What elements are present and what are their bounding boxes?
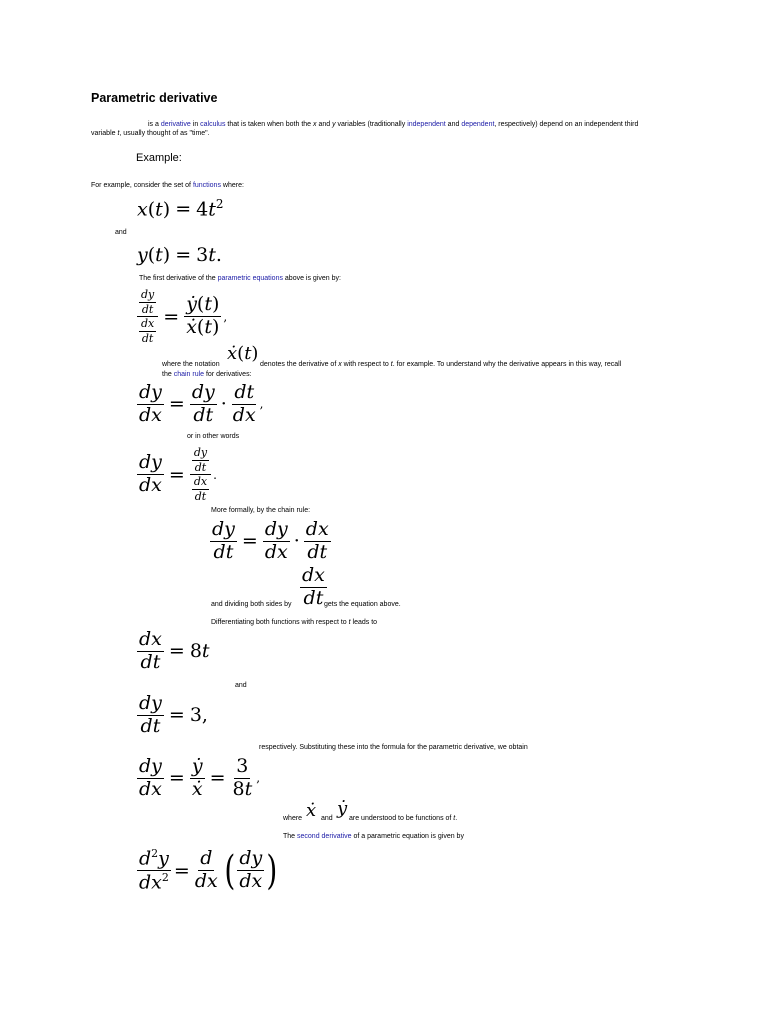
where-text: where <box>283 815 303 822</box>
first-derivative-text <box>139 274 341 283</box>
text: The <box>283 833 298 840</box>
text: . <box>455 815 458 822</box>
intro-text: , usually thought of as "time". <box>119 130 210 137</box>
ydot-symbol: ẏ <box>337 798 348 819</box>
formally-text: More formally, by the chain rule: <box>211 507 311 514</box>
intro-text: is a <box>148 121 161 128</box>
notation-line-2 <box>162 370 252 379</box>
var-t: t <box>348 619 351 626</box>
equation-x-of-t: $x(t) = 4t^2$ <box>137 197 224 221</box>
text: leads to <box>350 619 378 626</box>
differentiating-text <box>211 618 377 627</box>
var-y: y <box>332 121 336 128</box>
notation-line-1-cont <box>260 360 621 369</box>
other-words-text: or in other words <box>187 433 240 440</box>
text: Differentiating both functions with respect to <box>211 619 349 626</box>
understood-text <box>349 814 457 823</box>
equation-parametric-derivative: $\frac{\frac{dy}{dt}}{\frac{dx}{dt}}$ = $\frac{\text{ẏ(t)}}{\text{ẋ(t)}}$ , <box>137 289 227 344</box>
derivative-link[interactable]: derivative <box>160 121 191 128</box>
equation-rewritten: $\frac{dy}{dx}$ = $\frac{\frac{dy}{dt}}{\frac{dx}{dt}}$ . <box>139 446 217 503</box>
intro-text: variable <box>91 130 118 137</box>
for-example-text <box>91 181 244 190</box>
parametric-equations-link[interactable]: parametric equations <box>217 275 283 282</box>
intro-text: that is taken when both the <box>225 121 314 128</box>
text: where the notation <box>162 361 220 368</box>
intro-text: variables (traditionally <box>335 121 408 128</box>
equation-second-derivative: $\frac{d^2y}{dx^2}$ = $\frac{d}{dx}$ ( $\frac{dy}{dx}$ ) <box>139 847 278 894</box>
equation-formal-chain: $\frac{dy}{dt}$ = $\frac{dy}{dx}$ · $\frac{dx}{dt}$ <box>212 518 329 563</box>
text: denotes the derivative of <box>260 361 339 368</box>
text: the <box>162 371 174 378</box>
second-derivative-link[interactable]: second derivative <box>297 833 352 840</box>
intro-text: , respectively) depend on an independent third <box>494 121 639 128</box>
xdot-notation: ẋ(t) <box>227 343 259 364</box>
text: where: <box>220 182 244 189</box>
intro-text: and <box>445 121 462 128</box>
var-x: x <box>338 361 342 368</box>
xdot-symbol: ẋ <box>306 800 317 821</box>
var-t: t <box>390 361 393 368</box>
dividing-text-cont: gets the equation above. <box>324 601 401 608</box>
intro-line-1 <box>148 120 708 129</box>
equation-dy-dt: $\frac{dy}{dt}$ = 3, <box>139 692 208 737</box>
independent-link[interactable]: independent <box>407 121 446 128</box>
respectively-text: respectively. Substituting these into the formula for the parametric derivative, we obtain <box>259 744 528 751</box>
text: For example, consider the set of <box>91 182 193 189</box>
example-heading: Example: <box>136 152 182 164</box>
and-text: and <box>321 815 333 822</box>
var-t: t <box>117 130 120 137</box>
and-label: and <box>115 229 127 236</box>
intro-text: in <box>190 121 201 128</box>
dividing-text: and dividing both sides by <box>211 601 292 608</box>
compound-fraction: $\frac{\frac{dy}{dt}}{\frac{dx}{dt}}$ <box>137 289 158 344</box>
equation-dx-dt: $\frac{dx}{dt}$ = 8 t <box>139 628 210 673</box>
text: of a parametric equation is given by <box>351 833 464 840</box>
intro-text: and <box>316 121 333 128</box>
dependent-link[interactable]: dependent <box>461 121 495 128</box>
equation-y-of-t: y(t) = 3t. <box>137 244 222 266</box>
text: . for example. To understand why the derivative appears in this way, recall <box>392 361 622 368</box>
text: for derivatives: <box>204 371 252 378</box>
page-title: Parametric derivative <box>91 91 218 105</box>
text: are understood to be functions of <box>349 815 454 822</box>
equation-result: $\frac{dy}{dx}$ = $\frac{\text{ẏ}}{\text{ẋ}}$ = $\frac{3}{8t}$ , <box>139 755 261 800</box>
second-derivative-text <box>283 832 464 841</box>
chain-rule-link[interactable]: chain rule <box>173 371 205 378</box>
text: The first derivative of the <box>139 275 218 282</box>
text: with respect to <box>341 361 391 368</box>
functions-link[interactable]: functions <box>192 182 221 189</box>
dx-dt-fraction: $\frac{dx}{dt}$ <box>302 564 325 609</box>
intro-line-2 <box>91 129 210 138</box>
var-x: x <box>313 121 317 128</box>
notation-line-1 <box>162 360 220 369</box>
calculus-link[interactable]: calculus <box>200 121 226 128</box>
equation-chain-rule: $\frac{dy}{dx}$ = $\frac{dy}{dt}$ · $\frac{dt}{dx}$ , <box>139 381 264 426</box>
and-label: and <box>235 682 247 689</box>
var-t: t <box>453 815 456 822</box>
text: above is given by: <box>282 275 341 282</box>
